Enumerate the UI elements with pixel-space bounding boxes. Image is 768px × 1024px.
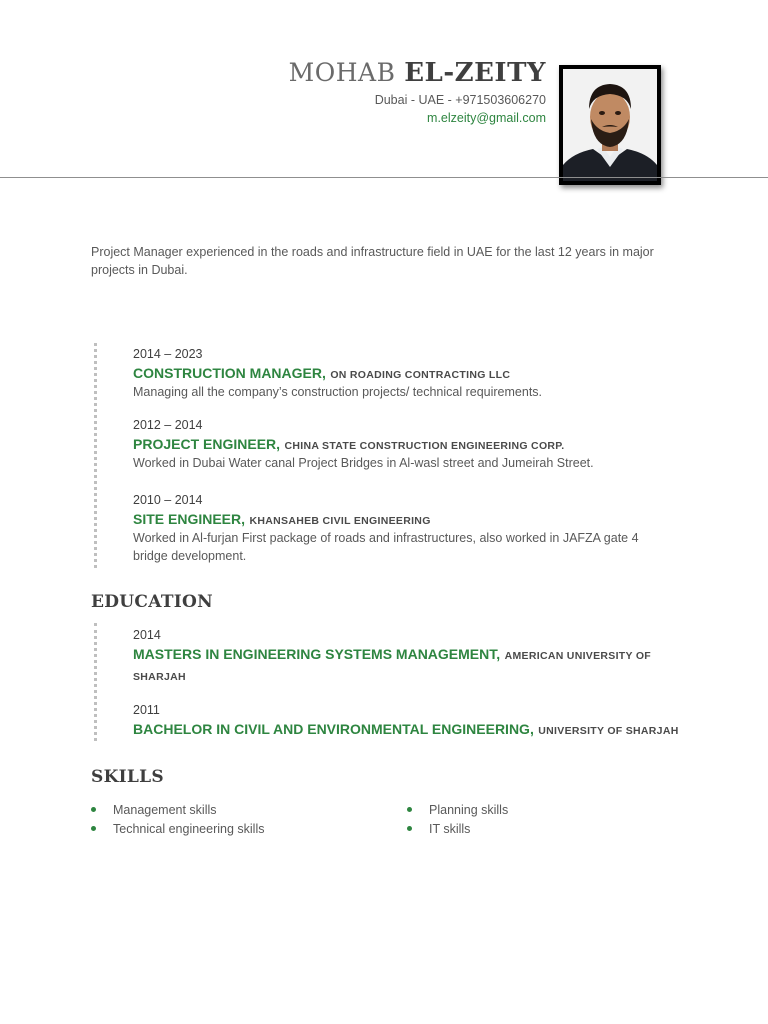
experience-dates: 2010 – 2014 [133,493,203,507]
last-name: EL-ZEITY [404,58,546,88]
candidate-name [289,58,546,88]
skills-heading: SKILLS [91,767,164,787]
profile-photo [559,65,661,185]
experience-heading [133,363,693,383]
header-divider [0,177,768,178]
skill-item [91,803,217,817]
education-heading-line [133,719,693,739]
education-heading-line [133,644,693,687]
bullet-icon [407,807,412,812]
skill-item [407,803,508,817]
company-name: KHANSAHEB CIVIL ENGINEERING [249,515,431,527]
skill-label: Planning skills [429,803,509,817]
experience-entry [133,416,693,472]
degree-title: MASTERS IN ENGINEERING SYSTEMS MANAGEMENT, [133,646,501,662]
school-name: UNIVERSITY OF SHARJAH [538,725,679,737]
job-title: PROJECT ENGINEER, [133,436,281,452]
email-address[interactable]: m.elzeity@gmail.com [427,111,546,125]
experience-timeline-line [94,343,97,568]
job-description: Worked in Dubai Water canal Project Bridges in Al-wasl street and Jumeirah Street. [133,456,594,470]
skill-label: Management skills [113,803,217,817]
job-description: Managing all the company’s construction projects/ technical requirements. [133,385,543,399]
education-timeline-line [94,623,97,741]
location-phone: Dubai - UAE - +971503606270 [374,93,546,107]
education-year: 2011 [133,703,160,717]
profile-summary: Project Manager experienced in the roads and infrastructure field in UAE for the last 12 years in major projects in Dubai. [91,245,654,277]
job-title: SITE ENGINEER, [133,511,246,527]
company-name: CHINA STATE CONSTRUCTION ENGINEERING CORP. [284,440,565,452]
education-year: 2014 [133,628,161,642]
degree-title: BACHELOR IN CIVIL AND ENVIRONMENTAL ENGINEERING, [133,721,534,737]
experience-entry [133,345,693,401]
skill-item [407,822,470,836]
skill-label: Technical engineering skills [113,822,265,836]
education-entry [133,626,693,687]
portrait-image [563,69,657,181]
school-name: AMERICAN UNIVERSITY OF SHARJAH [133,650,652,683]
education-heading: EDUCATION [91,592,213,612]
experience-entry [133,491,693,565]
experience-dates: 2014 – 2023 [133,347,203,361]
company-name: ON ROADING CONTRACTING LLC [330,369,511,381]
experience-heading [133,434,693,454]
skill-item [91,822,264,836]
job-title: CONSTRUCTION MANAGER, [133,365,326,381]
skill-label: IT skills [429,822,471,836]
job-description: Worked in Al-furjan First package of roads and infrastructures, also worked in JAFZA gate 4 bridge development. [133,531,639,563]
bullet-icon [407,826,412,831]
bullet-icon [91,807,96,812]
education-entry [133,701,693,739]
bullet-icon [91,826,96,831]
first-name: MOHAB [288,58,396,87]
experience-heading [133,509,693,529]
experience-dates: 2012 – 2014 [133,418,203,432]
